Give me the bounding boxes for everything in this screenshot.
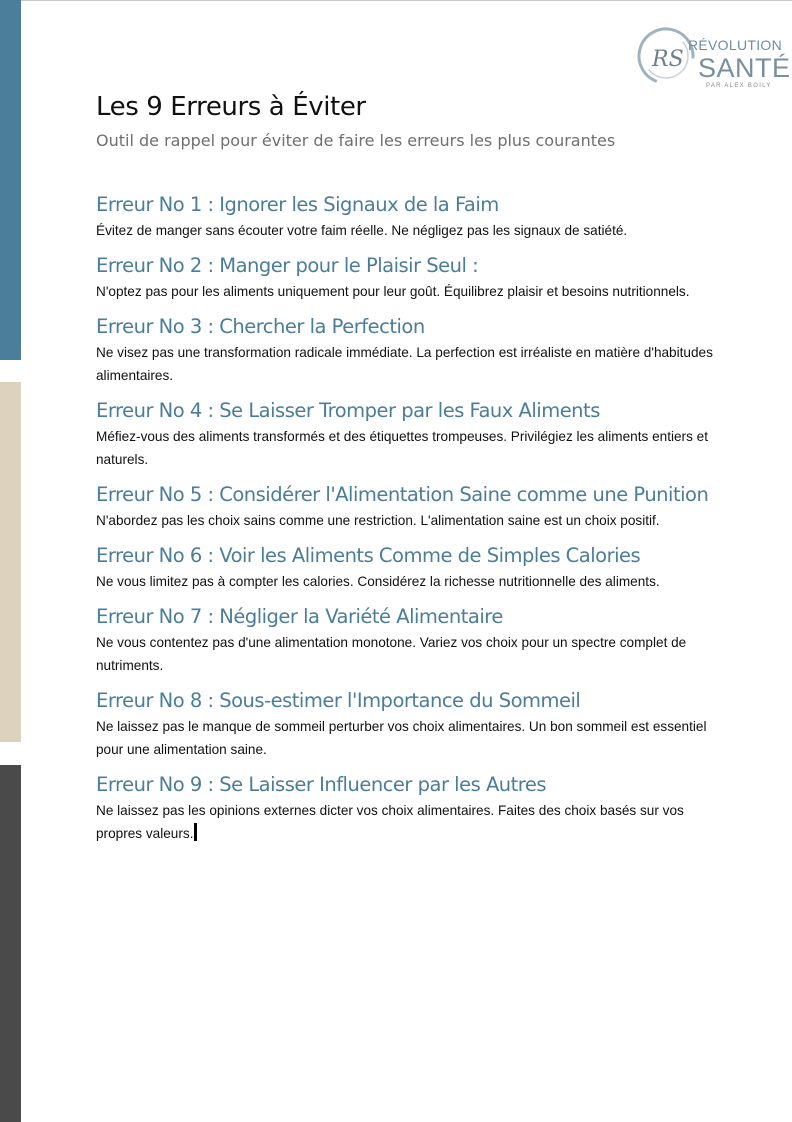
error-item [96, 399, 716, 471]
text-cursor [194, 823, 197, 841]
error-item [96, 689, 716, 761]
error-item [96, 315, 716, 387]
side-stripe-blue [0, 0, 21, 360]
error-heading: Erreur No 6 : Voir les Aliments Comme de Simples Calories [96, 544, 641, 567]
error-heading: Erreur No 9 : Se Laisser Influencer par les Autres [96, 773, 547, 796]
error-heading: Erreur No 2 : Manger pour le Plaisir Seul : [96, 254, 479, 277]
error-text: Évitez de manger sans écouter votre faim réelle. Ne négligez pas les signaux de satiété. [96, 223, 628, 238]
error-item [96, 773, 716, 845]
page-subtitle: Outil de rappel pour éviter de faire les erreurs les plus courantes [96, 131, 616, 150]
error-item [96, 483, 716, 532]
error-heading: Erreur No 5 : Considérer l'Alimentation Saine comme une Punition [96, 483, 709, 506]
side-stripe-dark [0, 765, 21, 1122]
page-top-border [0, 0, 792, 1]
revolution-sante-logo [636, 26, 791, 94]
logo-swirl-icon [636, 26, 696, 86]
errors-list [96, 193, 716, 857]
logo-tagline: PAR ALEX BOILY [706, 83, 772, 89]
error-text: Ne laissez pas le manque de sommeil perturber vos choix alimentaires. Un bon sommeil est essentiel pour une alimentation saine. [96, 719, 707, 757]
logo-line-sante: SANTÉ [698, 53, 791, 83]
error-item [96, 605, 716, 677]
error-text: Ne visez pas une transformation radicale immédiate. La perfection est irréaliste en matière d'habitudes alimentaires. [96, 345, 713, 383]
logo-line-revolution: RÉVOLUTION [688, 37, 783, 53]
error-text: N'abordez pas les choix sains comme une restriction. L'alimentation saine est un choix positif. [96, 513, 660, 528]
error-text: Méfiez-vous des aliments transformés et des étiquettes trompeuses. Privilégiez les aliments entiers et naturels. [96, 429, 708, 467]
error-text: Ne vous limitez pas à compter les calories. Considérez la richesse nutritionnelle des aliments. [96, 574, 660, 589]
error-heading: Erreur No 3 : Chercher la Perfection [96, 315, 425, 338]
error-item [96, 544, 716, 593]
error-heading: Erreur No 7 : Négliger la Variété Alimentaire [96, 605, 503, 628]
error-heading: Erreur No 1 : Ignorer les Signaux de la Faim [96, 193, 499, 216]
error-item [96, 254, 716, 303]
page-title: Les 9 Erreurs à Éviter [96, 92, 366, 122]
logo-monogram: RS [652, 47, 684, 72]
error-heading: Erreur No 4 : Se Laisser Tromper par les Faux Aliments [96, 399, 600, 422]
side-stripe-beige [0, 382, 21, 742]
error-text: N'optez pas pour les aliments uniquement pour leur goût. Équilibrez plaisir et besoins nutritionnels. [96, 284, 690, 299]
error-text: Ne laissez pas les opinions externes dicter vos choix alimentaires. Faites des choix basés sur vos propres valeurs. [96, 803, 684, 841]
error-text: Ne vous contentez pas d'une alimentation monotone. Variez vos choix pour un spectre complet de nutriments. [96, 635, 687, 673]
error-item [96, 193, 716, 242]
error-heading: Erreur No 8 : Sous-estimer l'Importance du Sommeil [96, 689, 581, 712]
error-text-editable[interactable] [96, 799, 716, 845]
